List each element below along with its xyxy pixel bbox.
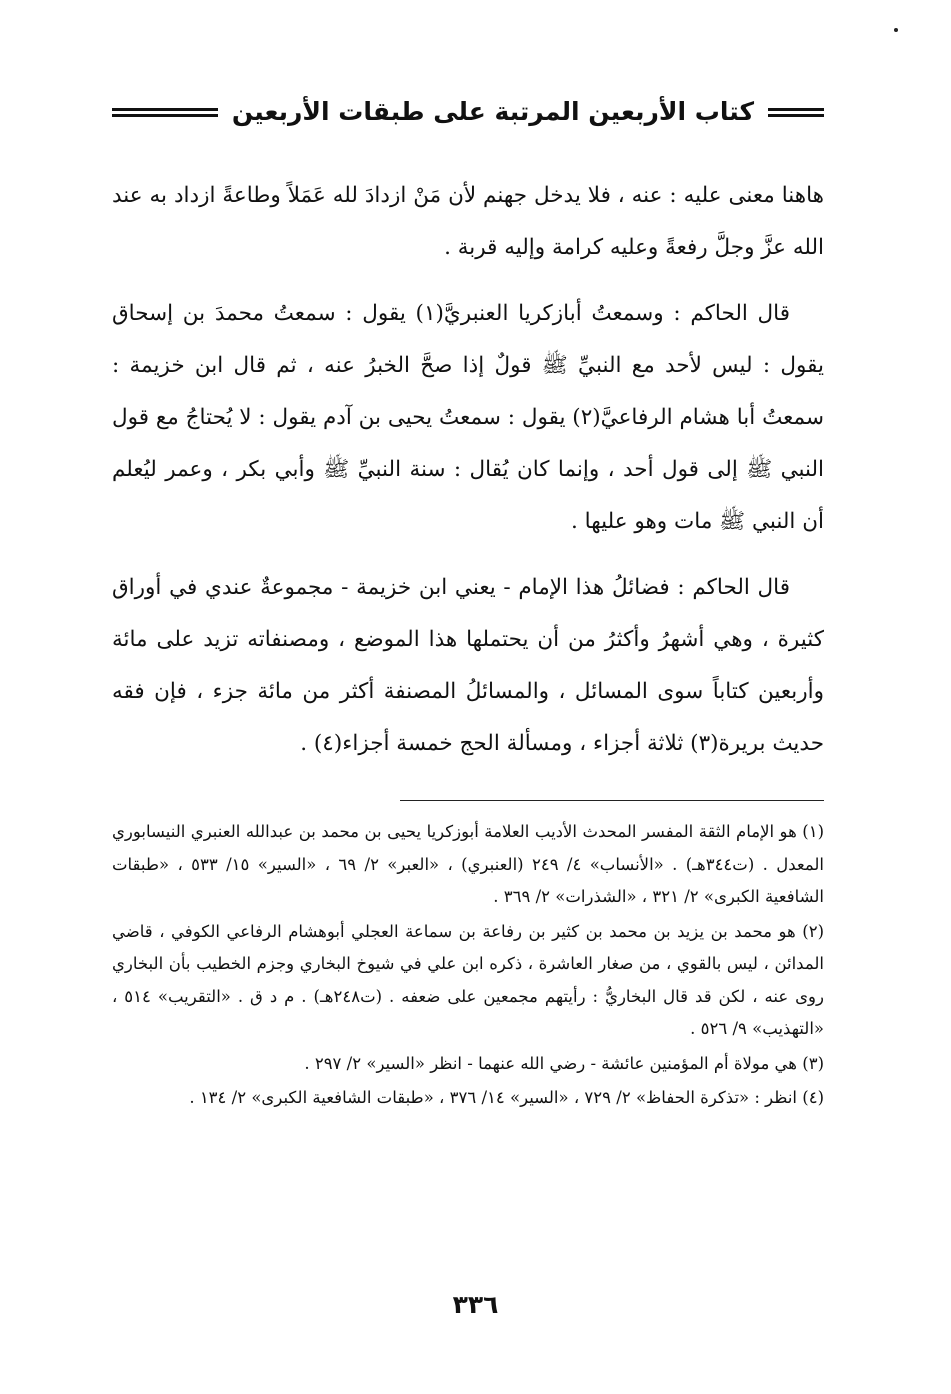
footnote-3: (٣) هي مولاة أم المؤمنين عائشة - رضي الله عنهما - انظر «السير» ٢/ ٢٩٧ . [304, 1053, 824, 1073]
footnote-separator [400, 800, 824, 801]
footnotes [112, 816, 824, 1117]
body-paragraph-2: قال الحاكم : وسمعتُ أبازكريا العنبريَّ(١) يقول : سمعتُ محمدَ بن إسحاق يقول : ليس لأحد مع النبيِّ ﷺ قولٌ إذا صحَّ الخبرُ عنه ، ثم قال ابن خزيمة : سمعتُ أبا هشام الرفاعيَّ(٢) يقول : سمعتُ يحيى بن آدم يقول : لا يُحتاجُ مع قول النبي ﷺ إلى قول أحد ، وإنما كان يُقال : سنة النبيِّ ﷺ وأبي بكر ، وعمر ليُعلم أن النبي ﷺ مات وهو عليها . [112, 301, 824, 534]
header-rule-left [112, 108, 218, 117]
running-header [112, 92, 824, 132]
header-rule-right [768, 108, 824, 117]
body-paragraph-3: قال الحاكم : فضائلُ هذا الإمام - يعني ابن خزيمة - مجموعةٌ عندي في أوراق كثيرة ، وهي أشهرُ وأكثرُ من أن يحتملها هذا الموضع ، ومصنفاته تزيد على مائة وأربعين كتاباً سوى المسائل ، والمسائلُ المصنفة أكثر من مائة جزء ، فإن فقه حديث بريرة(٣) ثلاثة أجزاء ، ومسألة الحج خمسة أجزاء(٤) . [112, 575, 824, 756]
footnote-1: (١) هو الإمام الثقة المفسر المحدث الأديب العلامة أبوزكريا يحيى بن محمد بن عبدالله العنبري النيسابوري المعدل . (ت٣٤٤هـ) . «الأنساب» ٤/ ٢٤٩ (العنبري) ، «العبر» ٢/ ٦٩ ، «السير» ١٥/ ٥٣٣ ، «طبقات الشافعية الكبرى» ٢/ ٣٢١ ، «الشذرات» ٢/ ٣٦٩ . [112, 822, 824, 906]
body-paragraph-1: هاهنا معنى عليه : عنه ، فلا يدخل جهنم لأن مَنْ ازدادَ لله عَمَلاً وطاعةً ازداد به عند الله عزَّ وجلَّ رفعةً وعليه كرامة وإليه قربة . [112, 183, 824, 260]
footnote-4: (٤) انظر : «تذكرة الحفاظ» ٢/ ٧٢٩ ، «السير» ١٤/ ٣٧٦ ، «طبقات الشافعية الكبرى» ٢/ ١٣٤ . [189, 1088, 824, 1107]
page-number: ٣٣٦ [452, 1290, 499, 1319]
running-header-title: كتاب الأربعين المرتبة على طبقات الأربعين [231, 97, 754, 126]
main-text [112, 170, 824, 784]
corner-dot [894, 28, 898, 32]
footnote-2: (٢) هو محمد بن يزيد بن محمد بن كثير بن رفاعة بن سماعة العجلي أبوهشام الرفاعي الكوفي ، قاضي المدائن ، ليس بالقوي ، من صغار العاشرة ، ذكره ابن علي في شيوخ البخاري وجزم الخطيب بأن البخاري روى عنه ، لكن قد قال البخاريُّ : رأيتهم مجمعين على ضعفه . (ت٢٤٨هـ) . م د ق . «التقريب» ٥١٤ ، «التهذيب» ٩/ ٥٢٦ . [112, 921, 824, 1038]
